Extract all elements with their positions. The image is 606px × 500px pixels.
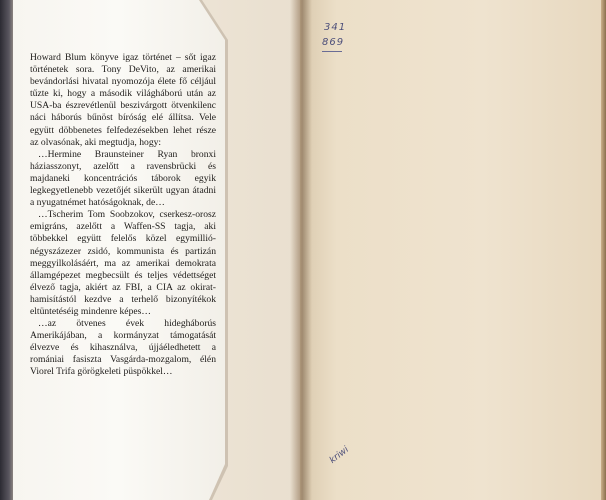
page-edge: [601, 0, 606, 500]
inner-cover-edge: [0, 0, 13, 500]
pencil-note: kriwi: [328, 444, 351, 466]
right-page: [300, 0, 606, 500]
flap-paragraph-braunsteiner: …Hermine Braunsteiner Ryan bronxi háziasszonyt, azelőtt a ravensbrücki és majdaneki koncentrációs táborok egyik legkegyetlenebb vezetőjét sikerült ugyan átadni a nyugatnémet hatóságoknak, de…: [30, 148, 216, 209]
flap-paragraph-intro: Howard Blum könyve igaz történet – sőt igaz történetek sora. Tony DeVito, az amerikai bevándorlási hivatal nyomozója élete fő céljául tűzte ki, hogy a második világháború után az USA-ba észrevétlenül beszivárgott ötvenkilenc náci háborús bűnöst bíróság elé állítsa. Vele együtt döbbenetes felfedezésekben lehet része az olvasónak, aki megtudja, hogy:: [30, 52, 216, 148]
book-gutter: [290, 0, 312, 500]
pencil-number-2: 869: [322, 37, 345, 48]
flap-paragraph-trifa: …az ötvenes évek hidegháborús Amerikájában, a kormányzat támogatását élvezve és kihasználva, újjáéledhetett a romániai fasiszta Vasgárda-mozgalom, élén Viorel Trifa görögkeleti püspökkel…: [30, 318, 216, 378]
pencil-underline: [322, 51, 342, 52]
flap-paragraph-soobzokov: …Tscherim Tom Soobzokov, cserkesz-orosz emigráns, azelőtt a Waffen-SS tagja, aki többekkel együtt felelős közel egymillió-négyszázezer zsidó, kommunista és partizán meggyilkolásáért, ma az amerikai demokrata államgépezet megbecsült és teljes védettséget élvező tagja, akiért az FBI, a CIA az okirat-hamisítástól kezdve a terhelő bizonyítékok eltüntetéséig mindenre képes…: [30, 209, 216, 317]
pencil-number-1: 341: [324, 22, 347, 33]
flap-text: [30, 52, 216, 379]
